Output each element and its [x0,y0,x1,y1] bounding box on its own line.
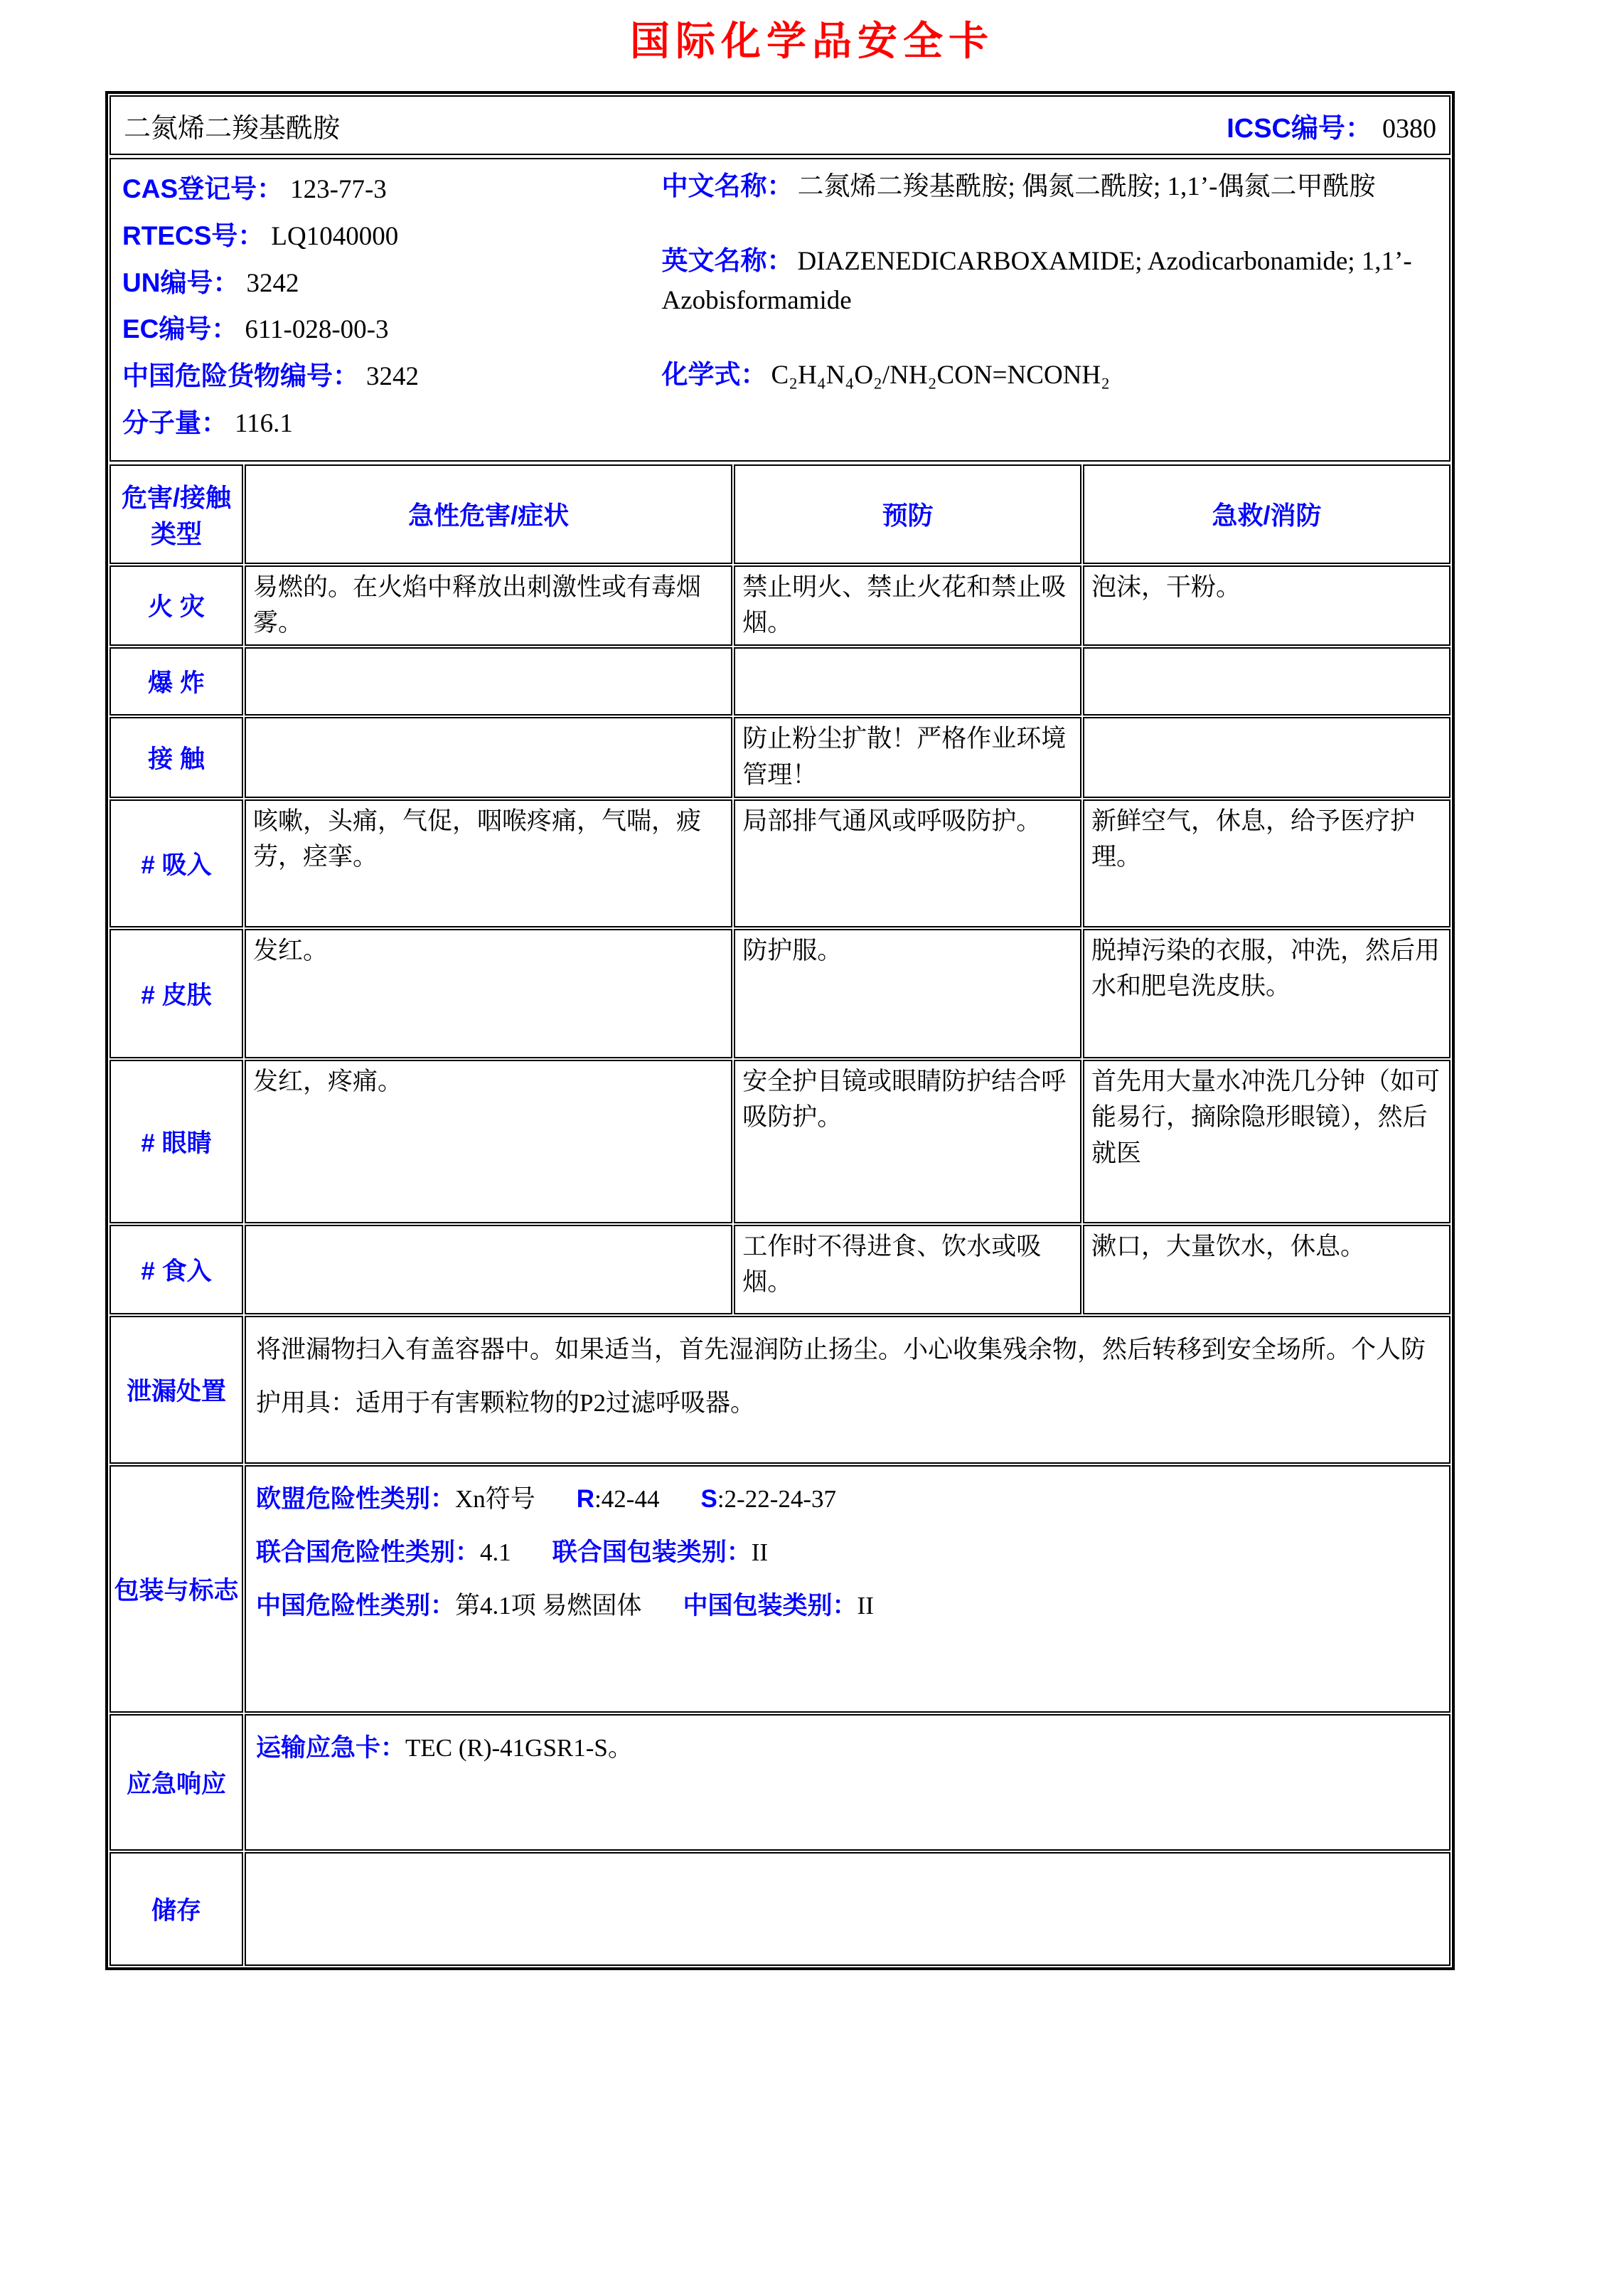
header-row [109,95,1451,155]
symptoms-cell: 易燃的。在火焰中释放出刺激性或有毒烟雾。 [245,565,732,647]
identifier-value: 3242 [246,268,299,298]
prevention-cell: 工作时不得进食、饮水或吸烟。 [734,1225,1081,1314]
name-label: 中文名称： [661,171,794,201]
hazard-type-cell: 火 灾 [109,565,243,647]
s-phrase-label: S [700,1484,717,1513]
symptoms-cell [245,717,732,798]
hazard-type-cell: # 吸入 [109,799,243,927]
col-header-hazard-type: 危害/接触类型 [109,464,243,564]
first-aid-cell [1083,647,1451,716]
spill-content: 将泄漏物扫入有盖容器中。如果适当，首先湿润防止扬尘。小心收集残余物，然后转移到安全场所。个人防护用具：适用于有害颗粒物的P2过滤呼吸器。 [245,1316,1451,1464]
r-phrase-value: :42-44 [594,1484,660,1513]
identifier-label: 中国危险货物编号： [122,361,359,390]
identifier-label: EC编号： [122,314,238,344]
icsc-number [1227,106,1436,145]
section-label-packaging: 包装与标志 [109,1465,243,1713]
section-label-emergency: 应急响应 [109,1714,243,1851]
eu-class-value: Xn符号 [455,1484,535,1513]
hazard-type-cell: 接 触 [109,717,243,798]
cn-class-label: 中国危险性类别： [256,1592,456,1620]
hazard-type-cell: # 眼睛 [109,1060,243,1223]
first-aid-cell: 首先用大量水冲洗几分钟（如可能易行，摘除隐形眼镜），然后就医 [1083,1060,1451,1223]
identifier-list [122,166,662,447]
name-label: 英文名称： [661,245,794,275]
symptoms-cell [245,647,732,716]
icsc-card [105,91,1455,1970]
hazard-table [108,463,1452,1967]
identity-section [108,156,1452,463]
identifier-value: LQ1040000 [271,221,399,251]
identifier-label: RTECS号： [122,220,265,250]
section-label-spill: 泄漏处置 [109,1316,243,1464]
first-aid-cell: 泡沫，干粉。 [1083,565,1451,647]
un-class-value: 4.1 [480,1538,511,1566]
identifier-line-china-dg [122,353,662,400]
section-row-emergency [109,1714,1451,1851]
hazard-row-ingestion [109,1225,1451,1314]
prevention-cell: 禁止明火、禁止火花和禁止吸烟。 [734,565,1081,647]
un-pack-value: II [751,1538,769,1566]
col-header-first-aid: 急救/消防 [1083,464,1451,564]
chemical-name: 二氮烯二羧基酰胺 [124,113,341,144]
section-label-storage: 储存 [109,1852,243,1966]
identifier-line-un [122,260,662,307]
name-list [662,166,1438,447]
identifier-line-rtecs [122,213,662,260]
first-aid-cell: 漱口，大量饮水，休息。 [1083,1225,1451,1314]
hazard-row-inhalation [109,799,1451,927]
hazard-row-fire [109,565,1451,647]
section-row-spill [109,1316,1451,1464]
prevention-cell [734,647,1081,716]
identity-cell [109,158,1451,462]
icsc-number-label: ICSC编号： [1227,113,1372,144]
symptoms-cell: 发红，疼痛。 [245,1060,732,1223]
name-label: 化学式： [661,359,767,389]
col-header-prevention: 预防 [734,464,1081,564]
symptoms-cell: 咳嗽，头痛，气促，咽喉疼痛，气喘，疲劳，痉挛。 [245,799,732,927]
identifier-label: CAS登记号： [122,174,284,203]
eu-class-label: 欧盟危险性类别： [256,1484,456,1513]
first-aid-cell: 新鲜空气，休息，给予医疗护理。 [1083,799,1451,927]
hazard-row-skin [109,929,1451,1058]
prevention-cell: 安全护目镜或眼睛防护结合呼吸防护。 [734,1060,1081,1223]
section-row-packaging [109,1465,1451,1713]
hazard-table-header-row [109,464,1451,564]
hazard-row-explosion [109,647,1451,716]
cn-pack-value: II [857,1592,874,1620]
name-block-formula [662,355,1438,395]
identifier-value: 123-77-3 [290,175,387,204]
prevention-cell: 防护服。 [734,929,1081,1058]
r-phrase-label: R [576,1484,595,1513]
col-header-symptoms: 急性危害/症状 [245,464,732,564]
storage-content [245,1852,1451,1966]
identifier-value: 611-028-00-3 [245,315,389,345]
cn-pack-label: 中国包装类别： [683,1592,858,1620]
identifier-value: 3242 [366,362,419,391]
identifier-value: 116.1 [235,408,293,438]
un-class-label: 联合国危险性类别： [256,1538,481,1566]
name-value: DIAZENEDICARBOXAMIDE; Azodicarbonamide; 1,1’-Azobisformamide [661,246,1412,315]
name-block-english [662,241,1438,321]
header-section [108,94,1452,156]
emergency-content [245,1714,1451,1851]
name-block-chinese [662,166,1438,207]
icsc-number-value: 0380 [1382,113,1436,144]
packaging-content [245,1465,1451,1713]
prevention-cell: 防止粉尘扩散！严格作业环境管理！ [734,717,1081,798]
hazard-row-exposure [109,717,1451,798]
s-phrase-value: :2-22-24-37 [717,1484,837,1513]
packaging-line-un [256,1526,1439,1579]
identifier-line-molweight [122,400,662,447]
chemical-formula: C₂H₄N₄O₂/NH₂CON=NCONH₂ [771,360,1111,390]
packaging-line-eu [256,1472,1439,1526]
un-pack-label: 联合国包装类别： [552,1538,752,1566]
hazard-type-cell: 爆 炸 [109,647,243,716]
hazard-row-eyes [109,1060,1451,1223]
section-row-storage [109,1852,1451,1966]
page-title: 国际化学品安全卡 [630,18,994,63]
transport-card-label: 运输应急卡： [256,1733,406,1762]
identifier-label: 分子量： [122,408,228,437]
first-aid-cell [1083,717,1451,798]
transport-card-value: TEC (R)-41GSR1-S。 [405,1733,633,1762]
packaging-line-china [256,1579,1439,1632]
identifier-line-cas [122,166,662,213]
name-value: 二氮烯二羧基酰胺; 偶氮二酰胺; 1,1’-偶氮二甲酰胺 [797,172,1376,201]
identifier-label: UN编号： [122,267,240,297]
prevention-cell: 局部排气通风或呼吸防护。 [734,799,1081,927]
cn-class-value: 第4.1项 易燃固体 [455,1592,642,1620]
hazard-type-cell: # 皮肤 [109,929,243,1058]
symptoms-cell: 发红。 [245,929,732,1058]
identifier-line-ec [122,307,662,353]
first-aid-cell: 脱掉污染的衣服，冲洗，然后用水和肥皂洗皮肤。 [1083,929,1451,1058]
hazard-type-cell: # 食入 [109,1225,243,1314]
symptoms-cell [245,1225,732,1314]
